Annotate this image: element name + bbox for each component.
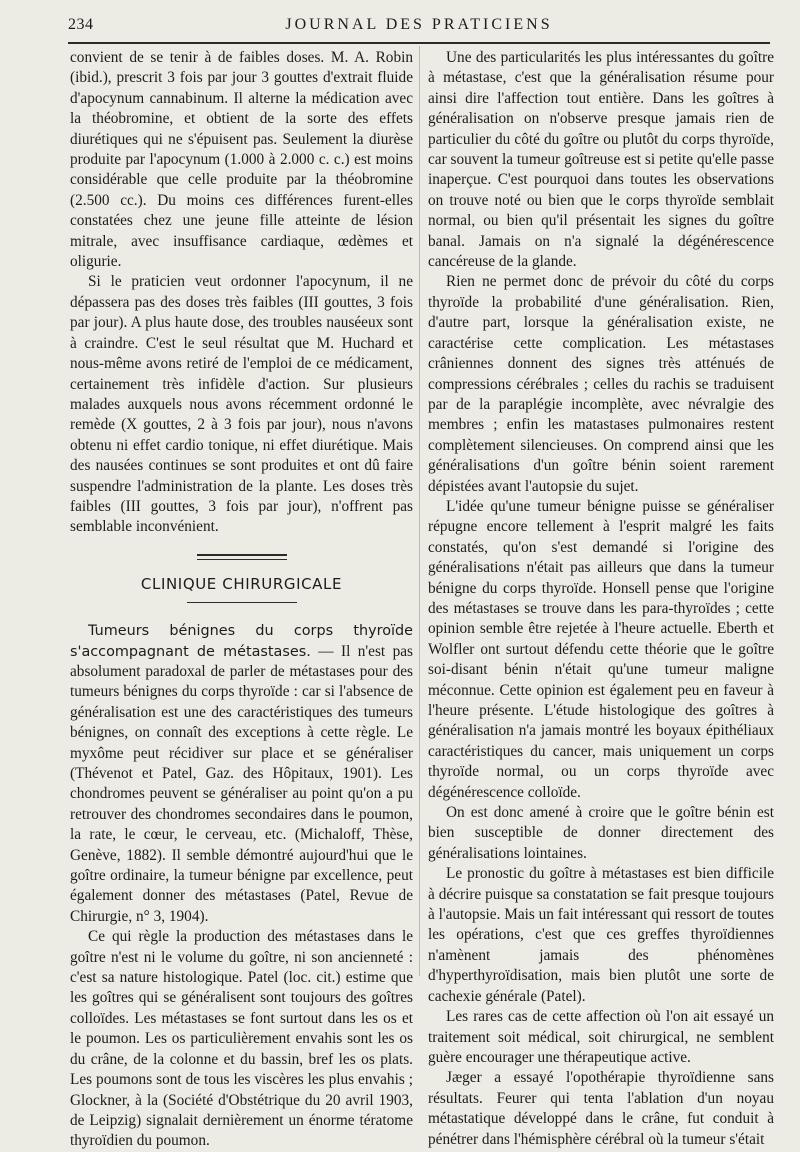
section-underline [187, 602, 297, 603]
section-separator [197, 554, 287, 560]
page-number: 234 [68, 16, 94, 33]
paragraph: L'idée qu'une tumeur bénigne puisse se généraliser répugne encore tellement à l'esprit malgré les faits constatés, qu'on s'est demandé si l'origine des généralisations n'était pas ailleurs que dans la tumeur bénigne du corps thyroïde. Honsell pense que l'origine des métastases se trouve dans les para-thyroïdes ; cette opinion semble être rejetée à l'heure actuelle. Eberth et Wolfler ont surtout défendu cette théorie que le goître soi-disant bénin n'était qu'une tumeur maligne méconnue. Cette opinion est également peu en faveur à l'heure présente. L'étude histologique des goîtres à généralisation n'a jamais montré les boyaux épithéliaux caractéristiques du cancer, mais uniquement un corps thyroïde normal, ou un corps thyroïde avec dégénérescence colloïde. [428, 497, 774, 801]
right-column [428, 48, 774, 1150]
paragraph: Le pronostic du goître à métastases est bien difficile à décrire puisque sa constatation se fait presque toujours à l'autopsie. Mais un fait intéressant qui ressort de toutes les opérations, c'est que ces greffes thyroïdiennes n'amènent jamais des phénomènes d'hyperthyroïdisation, mais bien plutôt une sorte de cachexie générale (Patel). [428, 865, 775, 1005]
paragraph: On est donc amené à croire que le goître bénin est bien susceptible de donner directement des généralisations lointaines. [428, 804, 774, 862]
article-paragraph [70, 621, 413, 927]
article-text: — Il n'est pas absolument paradoxal de parler de métastases pour des tumeurs bénignes du corps thyroïde : car si l'absence de généralisation est une des caractéristiques des tumeurs bénignes, on connaît des exceptions à cette règle. Le myxôme peut récidiver sur place et se généraliser (Thévenot et Patel, Gaz. des Hôpitaux, 1901). Les chondromes peuvent se généraliser au point qu'on a pu retrouver des chondromes secondaires dans le poumon, la rate, le cœur, le cerveau, etc. (Michaloff, Thèse, Genève, 1882). Il semble démontré aujourd'hui que le goître ordinaire, la tumeur bénigne par excellence, peut également donner des métastases (Patel, Revue de Chirurgie, n° 3, 1904). [70, 642, 413, 925]
paragraph: convient de se tenir à de faibles doses. M. A. Robin (ibid.), prescrit 3 fois par jour 3 gouttes d'extrait fluide d'apocynum cannabinum. Il alterne la médication avec la théobromine, et obtient de la sorte des effets diurétiques qui ne s'épuisent pas. Seulement la diurèse produite par l'apocynum (1.000 à 2.000 c. c.) est moins considérable que celle produite par la théobromine (2.500 cc.). Du moins ces différences furent-elles constatées chez une jeune fille atteinte de lésion mitrale, avec insuffisance cardiaque, œdèmes et oligurie. [70, 49, 413, 271]
paragraph: Si le praticien veut ordonner l'apocynum, il ne dépassera pas des doses très faibles (III gouttes, 3 fois par jour). A plus haute dose, des troubles nauséeux sont à craindre. C'est le seul résultat que M. Huchard et nous-même avons retiré de l'emploi de ce médicament, certainement très infidèle d'action. Sur plusieurs malades auxquels nous avons récemment ordonné le remède (X gouttes, 2 à 3 fois par jour), nous n'avons obtenu ni effet cardio tonique, ni effet diurétique. Mais des nausées continues se sont produites et ont dû faire suspendre l'administration de la plante. Les doses très faibles (III gouttes, 3 fois par jour), n'offrent pas semblable inconvénient. [70, 273, 413, 536]
column-divider [419, 46, 420, 976]
paragraph: Jæger a essayé l'opothérapie thyroïdienne sans résultats. Feurer qui tenta l'ablation d'un noyau métastatique développé dans le crâne, fut conduit à pénétrer dans l'hémisphère cérébral où la tumeur s'était [428, 1069, 774, 1148]
paragraph: Ce qui règle la production des métastases dans le goître n'est ni le volume du goître, ni son ancienneté : c'est sa nature histologique. Patel (loc. cit.) estime que les goîtres qui se généralisent sont toujours des goîtres colloïdes. Les métastases se font surtout dans les os et le poumon. Les os particulièrement envahis sont les os du crâne, de la colonne et du bassin, bref les os plats. Les poumons sont de tous les viscères les plus envahis ; Glockner, à la (Société d'Obstétrique du 20 avril 1903, de Leipzig) signalait dernièrement un énorme tératome thyroïdien du poumon. [70, 928, 413, 1150]
paragraph: Une des particularités les plus intéressantes du goître à métastase, c'est que la généralisation résume pour ainsi dire l'affection tout entière. Dans les goîtres à généralisation on n'observe presque jamais rien de particulier du côté du goître ou plutôt du corps thyroïde, car souvent la tumeur goîtreuse est si petite qu'elle passe inaperçue. C'est pourquoi dans toutes les observations on trouve noté ou bien que le corps thyroïde semblait normal, ou bien qu'il présentait les signes du goître banal. Jamais on n'a signalé la dégénérescence cancéreuse de la glande. [428, 49, 774, 271]
journal-title: JOURNAL DES PRATICIENS [285, 16, 553, 33]
left-column [70, 48, 413, 1152]
paragraph: Rien ne permet donc de prévoir du côté du corps thyroïde la probabilité d'une généralisation. Rien, d'autre part, lorsque la généralisation existe, ne caractérise cette complication. Les métastases crâniennes donnent des signes très atténués de compressions cérébrales ; celles du rachis se traduisent par de la paraplégie incomplète, avec névralgie des membres ; enfin les matastases pulmonaires restent complètement silencieuses. On comprend ainsi que les généralisations d'un goître bénin soient rarement dépistées avant l'autopsie du sujet. [428, 273, 774, 495]
page-header [68, 14, 770, 44]
section-title: CLINIQUE CHIRURGICALE [140, 574, 343, 593]
article-title: Tumeurs bénignes du corps thyroïde s'accompagnant de métastases. [70, 623, 413, 660]
paragraph: Les rares cas de cette affection où l'on ait essayé un traitement soit médical, soit chirurgical, ne semblent guère encourager une thérapeutique active. [428, 1008, 774, 1066]
